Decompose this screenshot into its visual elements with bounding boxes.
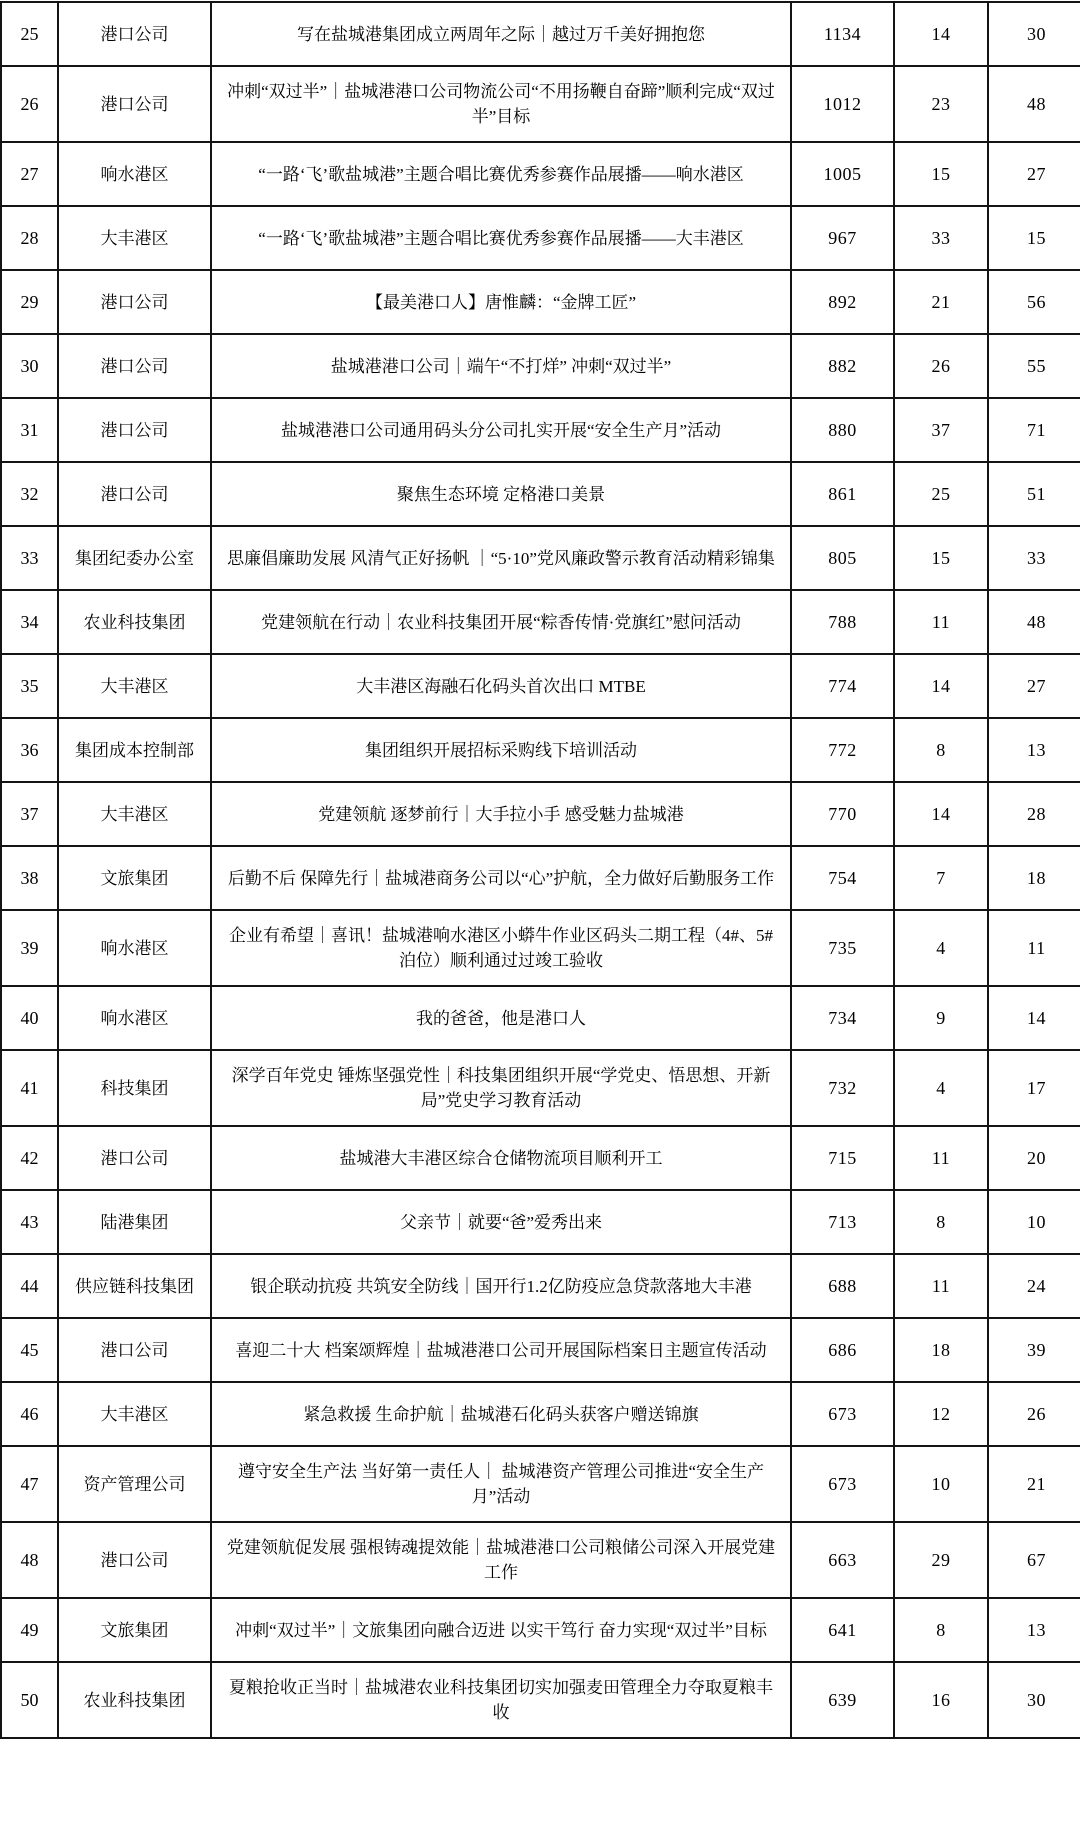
stat1-cell: 788 bbox=[791, 590, 894, 654]
stat2-cell: 15 bbox=[894, 526, 988, 590]
stat3-cell: 15 bbox=[988, 206, 1080, 270]
row-number-cell: 42 bbox=[1, 1126, 58, 1190]
stat1-cell: 686 bbox=[791, 1318, 894, 1382]
table-row bbox=[1, 142, 1080, 206]
org-name-cell: 港口公司 bbox=[58, 1522, 211, 1598]
row-number-cell: 35 bbox=[1, 654, 58, 718]
stat3-cell: 18 bbox=[988, 846, 1080, 910]
stat3-cell: 20 bbox=[988, 1126, 1080, 1190]
row-number-cell: 29 bbox=[1, 270, 58, 334]
stat2-cell: 21 bbox=[894, 270, 988, 334]
stat2-cell: 26 bbox=[894, 334, 988, 398]
org-name-cell: 港口公司 bbox=[58, 66, 211, 142]
stat1-cell: 734 bbox=[791, 986, 894, 1050]
article-title-cell: 盐城港港口公司通用码头分公司扎实开展“安全生产月”活动 bbox=[211, 398, 791, 462]
org-name-cell: 农业科技集团 bbox=[58, 1662, 211, 1738]
article-title-cell: 集团组织开展招标采购线下培训活动 bbox=[211, 718, 791, 782]
org-name-cell: 响水港区 bbox=[58, 910, 211, 986]
table-row bbox=[1, 206, 1080, 270]
table-row bbox=[1, 718, 1080, 782]
stat1-cell: 663 bbox=[791, 1522, 894, 1598]
article-title-cell: “一路‘飞’歌盐城港”主题合唱比赛优秀参赛作品展播——大丰港区 bbox=[211, 206, 791, 270]
stat1-cell: 967 bbox=[791, 206, 894, 270]
stat2-cell: 33 bbox=[894, 206, 988, 270]
org-name-cell: 文旅集团 bbox=[58, 846, 211, 910]
org-name-cell: 港口公司 bbox=[58, 2, 211, 66]
table-row bbox=[1, 1522, 1080, 1598]
row-number-cell: 39 bbox=[1, 910, 58, 986]
article-title-cell: 【最美港口人】唐惟麟：“金牌工匠” bbox=[211, 270, 791, 334]
org-name-cell: 大丰港区 bbox=[58, 1382, 211, 1446]
stat2-cell: 18 bbox=[894, 1318, 988, 1382]
stat1-cell: 774 bbox=[791, 654, 894, 718]
table-row bbox=[1, 1598, 1080, 1662]
stat1-cell: 772 bbox=[791, 718, 894, 782]
stat1-cell: 732 bbox=[791, 1050, 894, 1126]
org-name-cell: 港口公司 bbox=[58, 398, 211, 462]
stat2-cell: 12 bbox=[894, 1382, 988, 1446]
stat3-cell: 51 bbox=[988, 462, 1080, 526]
org-name-cell: 大丰港区 bbox=[58, 782, 211, 846]
row-number-cell: 33 bbox=[1, 526, 58, 590]
stat1-cell: 639 bbox=[791, 1662, 894, 1738]
article-title-cell: 夏粮抢收正当时｜盐城港农业科技集团切实加强麦田管理全力夺取夏粮丰收 bbox=[211, 1662, 791, 1738]
article-title-cell: 党建领航促发展 强根铸魂提效能｜盐城港港口公司粮储公司深入开展党建工作 bbox=[211, 1522, 791, 1598]
article-title-cell: 党建领航 逐梦前行｜大手拉小手 感受魅力盐城港 bbox=[211, 782, 791, 846]
row-number-cell: 32 bbox=[1, 462, 58, 526]
row-number-cell: 47 bbox=[1, 1446, 58, 1522]
article-title-cell: 党建领航在行动｜农业科技集团开展“粽香传情·党旗红”慰问活动 bbox=[211, 590, 791, 654]
row-number-cell: 28 bbox=[1, 206, 58, 270]
table-row bbox=[1, 986, 1080, 1050]
org-name-cell: 陆港集团 bbox=[58, 1190, 211, 1254]
table-row bbox=[1, 1662, 1080, 1738]
org-name-cell: 集团纪委办公室 bbox=[58, 526, 211, 590]
table-row bbox=[1, 462, 1080, 526]
article-title-cell: 遵守安全生产法 当好第一责任人｜ 盐城港资产管理公司推进“安全生产月”活动 bbox=[211, 1446, 791, 1522]
stat3-cell: 71 bbox=[988, 398, 1080, 462]
org-name-cell: 港口公司 bbox=[58, 270, 211, 334]
row-number-cell: 26 bbox=[1, 66, 58, 142]
org-name-cell: 响水港区 bbox=[58, 142, 211, 206]
stat3-cell: 33 bbox=[988, 526, 1080, 590]
stat2-cell: 4 bbox=[894, 1050, 988, 1126]
stat3-cell: 14 bbox=[988, 986, 1080, 1050]
row-number-cell: 50 bbox=[1, 1662, 58, 1738]
stat1-cell: 641 bbox=[791, 1598, 894, 1662]
stat1-cell: 715 bbox=[791, 1126, 894, 1190]
stat1-cell: 673 bbox=[791, 1382, 894, 1446]
row-number-cell: 44 bbox=[1, 1254, 58, 1318]
stat3-cell: 28 bbox=[988, 782, 1080, 846]
stat3-cell: 27 bbox=[988, 142, 1080, 206]
table-row bbox=[1, 654, 1080, 718]
table-row bbox=[1, 1254, 1080, 1318]
article-title-cell: 写在盐城港集团成立两周年之际｜越过万千美好拥抱您 bbox=[211, 2, 791, 66]
stat2-cell: 8 bbox=[894, 718, 988, 782]
article-title-cell: 后勤不后 保障先行｜盐城港商务公司以“心”护航，全力做好后勤服务工作 bbox=[211, 846, 791, 910]
stat3-cell: 27 bbox=[988, 654, 1080, 718]
table-row bbox=[1, 1318, 1080, 1382]
table-row bbox=[1, 782, 1080, 846]
stat2-cell: 11 bbox=[894, 1254, 988, 1318]
stat2-cell: 11 bbox=[894, 590, 988, 654]
stat3-cell: 13 bbox=[988, 1598, 1080, 1662]
row-number-cell: 45 bbox=[1, 1318, 58, 1382]
table-row bbox=[1, 1126, 1080, 1190]
article-title-cell: 我的爸爸，他是港口人 bbox=[211, 986, 791, 1050]
org-name-cell: 资产管理公司 bbox=[58, 1446, 211, 1522]
table-row bbox=[1, 910, 1080, 986]
stat1-cell: 892 bbox=[791, 270, 894, 334]
stat2-cell: 15 bbox=[894, 142, 988, 206]
table-row bbox=[1, 2, 1080, 66]
org-name-cell: 港口公司 bbox=[58, 1318, 211, 1382]
stat3-cell: 67 bbox=[988, 1522, 1080, 1598]
row-number-cell: 27 bbox=[1, 142, 58, 206]
stat2-cell: 14 bbox=[894, 782, 988, 846]
stat3-cell: 55 bbox=[988, 334, 1080, 398]
stat2-cell: 29 bbox=[894, 1522, 988, 1598]
stat2-cell: 8 bbox=[894, 1190, 988, 1254]
table-row bbox=[1, 1382, 1080, 1446]
org-name-cell: 农业科技集团 bbox=[58, 590, 211, 654]
article-title-cell: 深学百年党史 锤炼坚强党性｜科技集团组织开展“学党史、悟思想、开新局”党史学习教育活动 bbox=[211, 1050, 791, 1126]
article-stats-table bbox=[0, 1, 1080, 1739]
org-name-cell: 港口公司 bbox=[58, 334, 211, 398]
stat1-cell: 1012 bbox=[791, 66, 894, 142]
org-name-cell: 港口公司 bbox=[58, 1126, 211, 1190]
stat1-cell: 861 bbox=[791, 462, 894, 526]
article-title-cell: 喜迎二十大 档案颂辉煌｜盐城港港口公司开展国际档案日主题宣传活动 bbox=[211, 1318, 791, 1382]
stat3-cell: 26 bbox=[988, 1382, 1080, 1446]
stat2-cell: 7 bbox=[894, 846, 988, 910]
stat3-cell: 56 bbox=[988, 270, 1080, 334]
stat3-cell: 48 bbox=[988, 66, 1080, 142]
table-row bbox=[1, 270, 1080, 334]
stat1-cell: 673 bbox=[791, 1446, 894, 1522]
org-name-cell: 大丰港区 bbox=[58, 654, 211, 718]
article-title-cell: 父亲节｜就要“爸”爱秀出来 bbox=[211, 1190, 791, 1254]
stat3-cell: 17 bbox=[988, 1050, 1080, 1126]
article-title-cell: 思廉倡廉助发展 风清气正好扬帆 ｜“5·10”党风廉政警示教育活动精彩锦集 bbox=[211, 526, 791, 590]
row-number-cell: 31 bbox=[1, 398, 58, 462]
row-number-cell: 46 bbox=[1, 1382, 58, 1446]
stat2-cell: 37 bbox=[894, 398, 988, 462]
table-row bbox=[1, 1050, 1080, 1126]
stat2-cell: 10 bbox=[894, 1446, 988, 1522]
org-name-cell: 文旅集团 bbox=[58, 1598, 211, 1662]
article-title-cell: 企业有希望｜喜讯！盐城港响水港区小蟒牛作业区码头二期工程（4#、5#泊位）顺利通过过竣工验收 bbox=[211, 910, 791, 986]
stat3-cell: 24 bbox=[988, 1254, 1080, 1318]
stat3-cell: 21 bbox=[988, 1446, 1080, 1522]
stat2-cell: 16 bbox=[894, 1662, 988, 1738]
row-number-cell: 36 bbox=[1, 718, 58, 782]
row-number-cell: 34 bbox=[1, 590, 58, 654]
table-row bbox=[1, 526, 1080, 590]
stat3-cell: 11 bbox=[988, 910, 1080, 986]
stat2-cell: 25 bbox=[894, 462, 988, 526]
stat1-cell: 770 bbox=[791, 782, 894, 846]
org-name-cell: 供应链科技集团 bbox=[58, 1254, 211, 1318]
stat3-cell: 30 bbox=[988, 1662, 1080, 1738]
table-row bbox=[1, 66, 1080, 142]
stat2-cell: 14 bbox=[894, 654, 988, 718]
article-title-cell: 盐城港大丰港区综合仓储物流项目顺利开工 bbox=[211, 1126, 791, 1190]
stat1-cell: 688 bbox=[791, 1254, 894, 1318]
org-name-cell: 大丰港区 bbox=[58, 206, 211, 270]
row-number-cell: 43 bbox=[1, 1190, 58, 1254]
table-row bbox=[1, 846, 1080, 910]
row-number-cell: 38 bbox=[1, 846, 58, 910]
article-title-cell: 大丰港区海融石化码头首次出口 MTBE bbox=[211, 654, 791, 718]
article-title-cell: 冲刺“双过半”｜盐城港港口公司物流公司“不用扬鞭自奋蹄”顺利完成“双过半”目标 bbox=[211, 66, 791, 142]
row-number-cell: 25 bbox=[1, 2, 58, 66]
table-row bbox=[1, 1446, 1080, 1522]
stat1-cell: 754 bbox=[791, 846, 894, 910]
stat3-cell: 13 bbox=[988, 718, 1080, 782]
stat1-cell: 1005 bbox=[791, 142, 894, 206]
row-number-cell: 37 bbox=[1, 782, 58, 846]
article-title-cell: 盐城港港口公司｜端午“不打烊” 冲刺“双过半” bbox=[211, 334, 791, 398]
stat3-cell: 10 bbox=[988, 1190, 1080, 1254]
row-number-cell: 48 bbox=[1, 1522, 58, 1598]
table-row bbox=[1, 334, 1080, 398]
row-number-cell: 30 bbox=[1, 334, 58, 398]
stat3-cell: 30 bbox=[988, 2, 1080, 66]
org-name-cell: 科技集团 bbox=[58, 1050, 211, 1126]
article-title-cell: “一路‘飞’歌盐城港”主题合唱比赛优秀参赛作品展播——响水港区 bbox=[211, 142, 791, 206]
article-title-cell: 聚焦生态环境 定格港口美景 bbox=[211, 462, 791, 526]
article-title-cell: 紧急救援 生命护航｜盐城港石化码头获客户赠送锦旗 bbox=[211, 1382, 791, 1446]
article-title-cell: 银企联动抗疫 共筑安全防线｜国开行1.2亿防疫应急贷款落地大丰港 bbox=[211, 1254, 791, 1318]
stat2-cell: 9 bbox=[894, 986, 988, 1050]
table-row bbox=[1, 1190, 1080, 1254]
stat3-cell: 39 bbox=[988, 1318, 1080, 1382]
row-number-cell: 41 bbox=[1, 1050, 58, 1126]
org-name-cell: 港口公司 bbox=[58, 462, 211, 526]
stat1-cell: 735 bbox=[791, 910, 894, 986]
stat2-cell: 11 bbox=[894, 1126, 988, 1190]
org-name-cell: 集团成本控制部 bbox=[58, 718, 211, 782]
stat1-cell: 880 bbox=[791, 398, 894, 462]
table-row bbox=[1, 398, 1080, 462]
stat1-cell: 713 bbox=[791, 1190, 894, 1254]
stat1-cell: 1134 bbox=[791, 2, 894, 66]
stat1-cell: 882 bbox=[791, 334, 894, 398]
stat2-cell: 23 bbox=[894, 66, 988, 142]
stat3-cell: 48 bbox=[988, 590, 1080, 654]
stat2-cell: 8 bbox=[894, 1598, 988, 1662]
stat2-cell: 14 bbox=[894, 2, 988, 66]
stat1-cell: 805 bbox=[791, 526, 894, 590]
stat2-cell: 4 bbox=[894, 910, 988, 986]
article-title-cell: 冲刺“双过半”｜文旅集团向融合迈进 以实干笃行 奋力实现“双过半”目标 bbox=[211, 1598, 791, 1662]
row-number-cell: 49 bbox=[1, 1598, 58, 1662]
table-row bbox=[1, 590, 1080, 654]
row-number-cell: 40 bbox=[1, 986, 58, 1050]
org-name-cell: 响水港区 bbox=[58, 986, 211, 1050]
